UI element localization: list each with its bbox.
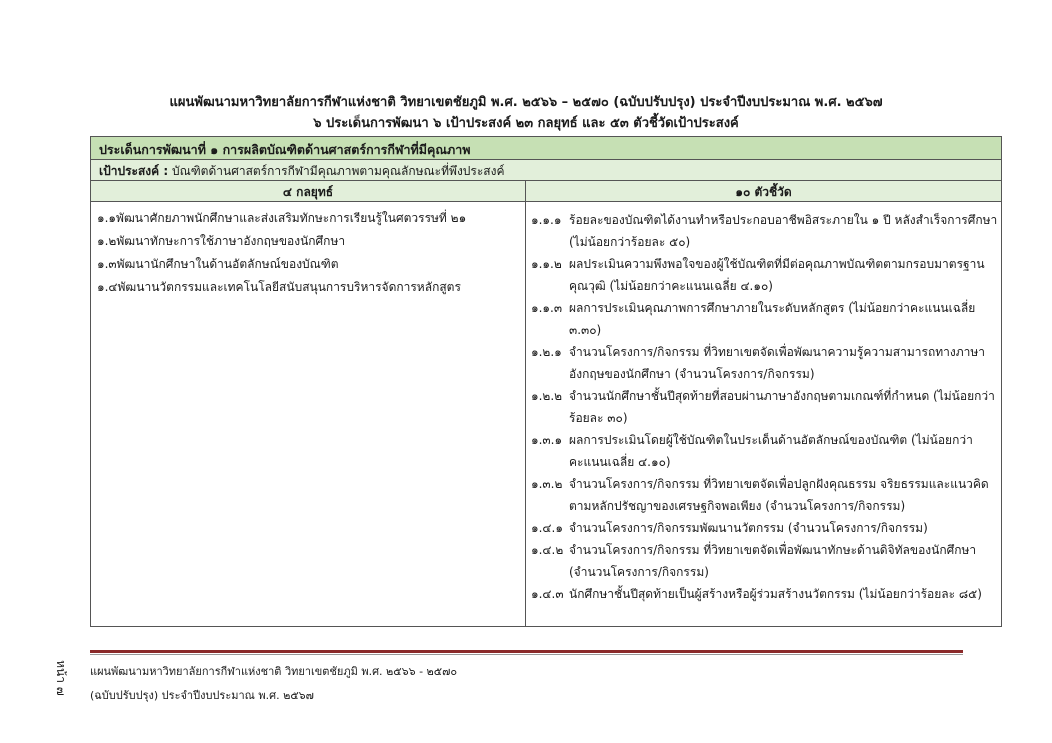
objective-label: เป้าประสงค์ :	[99, 164, 169, 178]
indicator-item	[531, 539, 999, 583]
objective-text: บัณฑิตด้านศาสตร์การกีฬามีคุณภาพตามคุณลักษณะที่พึงประสงค์	[168, 164, 505, 178]
indicator-text: จำนวนนักศึกษาชั้นปีสุดท้ายที่สอบผ่านภาษาอังกฤษตามเกณฑ์ที่กำหนด (ไม่น้อยกว่าร้อยละ ๓๐)	[569, 389, 995, 425]
strategies-header: ๔ กลยุทธ์	[282, 185, 334, 199]
issue-row: ประเด็นการพัฒนาที่ ๑ การผลิตบัณฑิตด้านศาสตร์การกีฬาที่มีคุณภาพ	[91, 137, 1001, 160]
strategy-item: ๑.๓พัฒนานักศึกษาในด้านอัตลักษณ์ของบัณฑิต	[97, 257, 339, 271]
indicator-number: ๑.๔.๓	[531, 587, 564, 601]
indicator-number: ๑.๒.๒	[531, 389, 563, 403]
page-number: หน้า ๗	[54, 660, 68, 696]
indicator-text: ผลประเมินความพึงพอใจของผู้ใช้บัณฑิตที่มีต่อคุณภาพบัณฑิตตามกรอบมาตรฐานคุณวุฒิ (ไม่น้อยกว่าคะแนนเฉลี่ย ๔.๑๐)	[569, 257, 985, 293]
document-title-line1: แผนพัฒนามหาวิทยาลัยการกีฬาแห่งชาติ วิทยาเขตชัยภูมิ พ.ศ. ๒๕๖๖ – ๒๕๗๐ (ฉบับปรับปรุง) ประจำปีงบประมาณ พ.ศ. ๒๕๖๗	[169, 95, 883, 110]
indicator-item	[531, 429, 999, 473]
strategy-item: ๑.๒พัฒนาทักษะการใช้ภาษาอังกฤษของนักศึกษา	[97, 234, 346, 248]
strategy-item: ๑.๔พัฒนานวัตกรรมและเทคโนโลยีสนับสนุนการบริหารจัดการหลักสูตร	[97, 280, 461, 294]
indicator-number: ๑.๑.๒	[531, 257, 562, 271]
strategies-list	[97, 209, 521, 301]
indicator-text: ผลการประเมินโดยผู้ใช้บัณฑิตในประเด็นด้านอัตลักษณ์ของบัณฑิต (ไม่น้อยกว่าคะแนนเฉลี่ย ๔.๑๐)	[569, 433, 973, 469]
document-title-line2: ๖ ประเด็นการพัฒนา ๖ เป้าประสงค์ ๒๓ กลยุทธ์ และ ๕๓ ตัวชี้วัดเป้าประสงค์	[313, 116, 739, 131]
plan-table	[90, 136, 1002, 627]
indicator-text: จำนวนโครงการ/กิจกรรมพัฒนานวัตกรรม (จำนวนโครงการ/กิจกรรม)	[569, 521, 928, 535]
indicator-item	[531, 209, 999, 253]
indicator-item	[531, 385, 999, 429]
column-header-row	[91, 181, 1001, 202]
indicator-item	[531, 253, 999, 297]
indicator-item	[531, 341, 999, 385]
footer-line2: (ฉบับปรับปรุง) ประจำปีงบประมาณ พ.ศ. ๒๕๖๗	[90, 689, 314, 702]
indicator-text: จำนวนโครงการ/กิจกรรม ที่วิทยาเขตจัดเพื่อปลูกฝังคุณธรรม จริยธรรมและแนวคิดตามหลักปรัชญาของเศรษฐกิจพอเพียง (จำนวนโครงการ/กิจกรรม)	[569, 477, 989, 513]
objective-row	[91, 160, 1001, 181]
indicator-text: จำนวนโครงการ/กิจกรรม ที่วิทยาเขตจัดเพื่อพัฒนาความรู้ความสามารถทางภาษาอังกฤษของนักศึกษา (จำนวนโครงการ/กิจกรรม)	[569, 345, 986, 381]
indicator-text: ร้อยละของบัณฑิตได้งานทำหรือประกอบอาชีพอิสระภายใน ๑ ปี หลังสำเร็จการศึกษา (ไม่น้อยกว่าร้อยละ ๕๐)	[569, 213, 998, 249]
footer-divider-thin	[90, 654, 963, 655]
indicators-header: ๑๐ ตัวชี้วัด	[735, 185, 792, 199]
indicator-item	[531, 583, 999, 605]
column-divider	[525, 181, 526, 626]
indicator-number: ๑.๔.๒	[531, 543, 564, 557]
indicator-text: ผลการประเมินคุณภาพการศึกษาภายในระดับหลักสูตร (ไม่น้อยกว่าคะแนนเฉลี่ย ๓.๓๐)	[569, 301, 976, 337]
indicator-text: นักศึกษาชั้นปีสุดท้ายเป็นผู้สร้างหรือผู้ร่วมสร้างนวัตกรรม (ไม่น้อยกว่าร้อยละ ๘๕)	[569, 587, 982, 601]
footer-line1: แผนพัฒนามหาวิทยาลัยการกีฬาแห่งชาติ วิทยาเขตชัยภูมิ พ.ศ. ๒๕๖๖ - ๒๕๗๐	[90, 665, 458, 678]
indicators-list	[531, 209, 999, 605]
strategy-item: ๑.๑พัฒนาศักยภาพนักศึกษาและส่งเสริมทักษะการเรียนรู้ในศตวรรษที่ ๒๑	[97, 211, 467, 225]
indicator-item	[531, 473, 999, 517]
indicator-number: ๑.๑.๓	[531, 301, 563, 315]
indicator-number: ๑.๒.๑	[531, 345, 562, 359]
indicator-text: จำนวนโครงการ/กิจกรรม ที่วิทยาเขตจัดเพื่อพัฒนาทักษะด้านดิจิทัลของนักศึกษา (จำนวนโครงการ/กิจกรรม)	[569, 543, 977, 579]
indicator-number: ๑.๔.๑	[531, 521, 563, 535]
indicator-item	[531, 297, 999, 341]
indicator-number: ๑.๑.๑	[531, 213, 562, 227]
indicator-number: ๑.๓.๒	[531, 477, 563, 491]
indicator-number: ๑.๓.๑	[531, 433, 563, 447]
footer-divider-thick	[90, 650, 963, 653]
indicator-item	[531, 517, 999, 539]
